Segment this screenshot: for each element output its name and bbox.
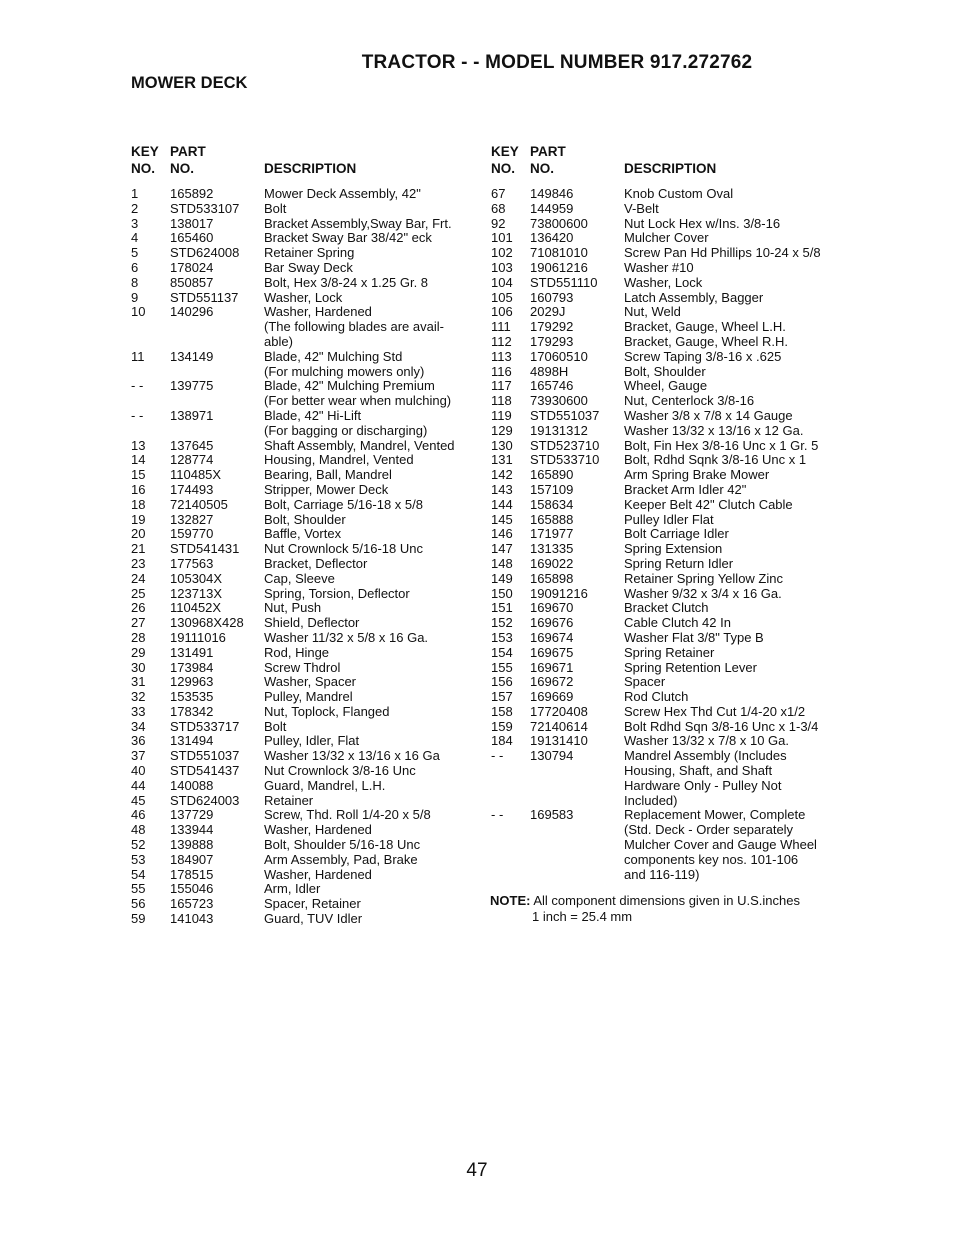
part-description: Spring Retainer xyxy=(624,644,715,660)
key-number: 154 xyxy=(491,644,513,660)
key-number: 14 xyxy=(131,452,146,468)
part-number: 128774 xyxy=(170,452,214,468)
part-number: 149846 xyxy=(530,186,574,201)
part-description: Washer 9/32 x 3/4 x 16 Ga. xyxy=(624,585,782,601)
part-description: (The following blades are avail- xyxy=(264,319,444,335)
key-number: 26 xyxy=(131,600,146,616)
part-number: 171977 xyxy=(530,526,574,542)
part-number: 178515 xyxy=(170,866,214,882)
key-number: 142 xyxy=(491,467,513,483)
key-number: 32 xyxy=(131,689,146,705)
part-description: Bolt, Carriage 5/16-18 x 5/8 xyxy=(264,496,423,512)
part-description: Retainer Spring xyxy=(264,245,355,261)
key-number: 56 xyxy=(131,896,146,912)
part-number: 131494 xyxy=(170,733,214,749)
part-description: Guard, TUV Idler xyxy=(264,911,363,927)
left-header-key: KEY NO. xyxy=(131,144,159,176)
part-description: Blade, 42" Mulching Std xyxy=(264,348,403,364)
key-number: 155 xyxy=(491,659,513,675)
key-number: 13 xyxy=(131,437,146,453)
key-number: 31 xyxy=(131,674,146,690)
part-description: Bolt, Hex 3/8-24 x 1.25 Gr. 8 xyxy=(264,274,429,290)
key-number: 10 xyxy=(131,304,146,320)
part-number: 179292 xyxy=(530,319,574,335)
part-description: Arm Spring Brake Mower xyxy=(624,467,770,483)
part-number: 19131410 xyxy=(530,733,588,749)
part-number: 165460 xyxy=(170,230,214,246)
key-number: 46 xyxy=(131,807,146,823)
part-number: 169670 xyxy=(530,600,574,616)
part-description: Mulcher Cover xyxy=(624,230,709,246)
part-description: Bolt, Shoulder 5/16-18 Unc xyxy=(264,837,421,853)
part-number: 123713X xyxy=(170,585,223,601)
page-title: TRACTOR - - MODEL NUMBER 917.272762 xyxy=(361,52,753,73)
part-number: 139888 xyxy=(170,837,214,853)
part-number: 133944 xyxy=(170,822,214,838)
right-header-description: DESCRIPTION xyxy=(624,161,717,176)
part-description: Bolt xyxy=(264,718,287,734)
key-number: 37 xyxy=(131,748,146,764)
part-number: 159770 xyxy=(170,526,214,542)
page-number: 47 xyxy=(466,1160,488,1181)
part-description: Bolt, Fin Hex 3/8-16 Unc x 1 Gr. 5 xyxy=(624,437,819,453)
part-number: 71081010 xyxy=(530,245,588,261)
part-number: STD533107 xyxy=(170,200,240,216)
part-number: 169583 xyxy=(530,807,574,823)
part-description: Bolt, Rdhd Sqnk 3/8-16 Unc x 1 xyxy=(624,452,807,468)
part-description: Bolt xyxy=(264,200,287,216)
key-number: 159 xyxy=(491,718,513,734)
key-number: 27 xyxy=(131,615,146,631)
part-number: 130794 xyxy=(530,748,574,764)
part-description: Spring, Torsion, Deflector xyxy=(264,585,410,601)
part-number: 17060510 xyxy=(530,348,588,364)
part-description: Washer, Lock xyxy=(264,289,343,305)
key-number: 54 xyxy=(131,866,146,882)
part-number: 165890 xyxy=(530,467,574,483)
part-description: Retainer xyxy=(264,792,314,808)
part-number: 19091216 xyxy=(530,585,588,601)
part-description: Included) xyxy=(624,792,678,808)
left-header-description: DESCRIPTION xyxy=(264,161,357,176)
part-description: Bracket, Gauge, Wheel R.H. xyxy=(624,333,789,349)
key-number: 130 xyxy=(491,437,513,453)
part-number: STD533710 xyxy=(530,452,600,468)
part-description: Bolt Carriage Idler xyxy=(624,526,729,542)
part-number: 169022 xyxy=(530,555,574,571)
part-description: Spring Return Idler xyxy=(624,555,734,571)
key-number: 104 xyxy=(491,274,513,290)
key-number: 151 xyxy=(491,600,513,616)
part-description: Keeper Belt 42" Clutch Cable xyxy=(624,496,793,512)
dimensions-note xyxy=(490,893,800,924)
key-number: 18 xyxy=(131,496,146,512)
part-number: 19131312 xyxy=(530,422,588,438)
part-description: Rod, Hinge xyxy=(264,644,330,660)
key-number: 19 xyxy=(131,511,146,527)
part-number: STD541437 xyxy=(170,763,240,779)
key-number: 20 xyxy=(131,526,146,542)
part-number: 131491 xyxy=(170,644,214,660)
part-number: 139775 xyxy=(170,378,214,394)
section-title: MOWER DECK xyxy=(131,74,248,92)
part-description: Baffle, Vortex xyxy=(264,526,342,542)
part-description: Screw Thdrol xyxy=(264,659,341,675)
part-description: Replacement Mower, Complete xyxy=(624,807,806,823)
note-text: All component dimensions given in U.S.inches xyxy=(530,893,800,908)
key-number: 102 xyxy=(491,245,513,261)
part-number: 174493 xyxy=(170,481,214,497)
key-number: 147 xyxy=(491,541,513,557)
part-description: Nut, Weld xyxy=(624,304,681,320)
part-number: 169674 xyxy=(530,629,574,645)
part-number: 140088 xyxy=(170,777,214,793)
part-number: 129963 xyxy=(170,674,214,690)
key-number: 116 xyxy=(491,363,512,379)
key-number: 67 xyxy=(491,186,506,201)
note-conversion: 1 inch = 25.4 mm xyxy=(532,908,633,924)
part-description: Retainer Spring Yellow Zinc xyxy=(624,570,783,586)
part-description: Screw Pan Hd Phillips 10-24 x 5/8 xyxy=(624,245,821,261)
part-description: Nut, Toplock, Flanged xyxy=(264,703,390,719)
part-number: 19061216 xyxy=(530,259,588,275)
part-description: Mandrel Assembly (Includes xyxy=(624,748,787,764)
key-number: 152 xyxy=(491,615,513,631)
part-number: STD551037 xyxy=(530,407,600,423)
key-number: 28 xyxy=(131,629,146,645)
part-number: STD541431 xyxy=(170,541,240,557)
part-description: Nut Lock Hex w/Ins. 3/8-16 xyxy=(624,215,781,231)
left-header-part: PART NO. xyxy=(170,144,206,176)
key-number: 34 xyxy=(131,718,146,734)
key-number: 5 xyxy=(131,245,139,261)
part-description: able) xyxy=(264,333,293,349)
part-number: 72140614 xyxy=(530,718,588,734)
part-number: 178024 xyxy=(170,259,214,275)
part-number: 160793 xyxy=(530,289,574,305)
part-number: 169676 xyxy=(530,615,574,631)
part-description: Wheel, Gauge xyxy=(624,378,708,394)
key-number: 113 xyxy=(491,348,512,364)
part-description: Mower Deck Assembly, 42" xyxy=(264,186,421,201)
key-number: 118 xyxy=(491,393,512,409)
part-number: STD533717 xyxy=(170,718,240,734)
part-description: Knob Custom Oval xyxy=(624,186,734,201)
key-number: 117 xyxy=(491,378,512,394)
key-number: 29 xyxy=(131,644,146,660)
part-description: (Std. Deck - Order separately xyxy=(624,822,794,838)
part-description: Screw, Thd. Roll 1/4-20 x 5/8 xyxy=(264,807,431,823)
part-number: 165746 xyxy=(530,378,574,394)
key-number: 45 xyxy=(131,792,146,808)
key-number: 53 xyxy=(131,851,146,867)
part-number: 137729 xyxy=(170,807,214,823)
part-description: Washer, Spacer xyxy=(264,674,357,690)
part-description: Hardware Only - Pulley Not xyxy=(624,777,782,793)
part-number: 110452X xyxy=(170,600,222,616)
key-number: 15 xyxy=(131,467,146,483)
key-number: 3 xyxy=(131,215,139,231)
part-description: Bolt, Shoulder xyxy=(624,363,706,379)
part-description: and 116-119) xyxy=(624,866,700,882)
key-number: 4 xyxy=(131,230,139,246)
key-number: 23 xyxy=(131,555,146,571)
part-number: 140296 xyxy=(170,304,214,320)
part-number: 136420 xyxy=(530,230,574,246)
part-number: 73930600 xyxy=(530,393,588,409)
part-number: 850857 xyxy=(170,274,214,290)
part-number: 2029J xyxy=(530,304,566,320)
part-description: Bracket Clutch xyxy=(624,600,709,616)
part-description: Pulley, Idler, Flat xyxy=(264,733,360,749)
part-description: Washer 13/32 x 7/8 x 10 Ga. xyxy=(624,733,789,749)
part-description: Bracket Sway Bar 38/42" eck xyxy=(264,230,432,246)
key-number: 157 xyxy=(491,689,513,705)
part-description: (For bagging or discharging) xyxy=(264,422,428,438)
key-number: 16 xyxy=(131,481,146,497)
key-number: 146 xyxy=(491,526,513,542)
key-number: 184 xyxy=(491,733,513,749)
part-description: Blade, 42" Mulching Premium xyxy=(264,378,435,394)
key-number: 105 xyxy=(491,289,513,305)
part-number: 132827 xyxy=(170,511,214,527)
part-number: STD551137 xyxy=(170,289,239,305)
part-description: Bracket Arm Idler 42" xyxy=(624,481,747,497)
part-description: Pulley Idler Flat xyxy=(624,511,714,527)
part-number: 130968X428 xyxy=(170,615,244,631)
part-description: Nut Crownlock 5/16-18 Unc xyxy=(264,541,423,557)
part-description: Nut, Push xyxy=(264,600,322,616)
key-number: 25 xyxy=(131,585,146,601)
part-description: Arm, Idler xyxy=(264,881,321,897)
part-description: Spacer, Retainer xyxy=(264,896,361,912)
part-description: Shield, Deflector xyxy=(264,615,360,631)
part-description: V-Belt xyxy=(624,200,659,216)
part-number: 153535 xyxy=(170,689,214,705)
part-description: Cable Clutch 42 In xyxy=(624,615,731,631)
key-number: - - xyxy=(131,378,144,394)
part-description: Stripper, Mower Deck xyxy=(264,481,389,497)
part-description: Bracket, Gauge, Wheel L.H. xyxy=(624,319,786,335)
part-number: 184907 xyxy=(170,851,214,867)
part-description: Screw Hex Thd Cut 1/4-20 x1/2 xyxy=(624,703,806,719)
part-description: Guard, Mandrel, L.H. xyxy=(264,777,386,793)
part-description: Bearing, Ball, Mandrel xyxy=(264,467,392,483)
key-number: - - xyxy=(131,407,144,423)
key-number: 24 xyxy=(131,570,146,586)
part-description: Spring Retention Lever xyxy=(624,659,757,675)
part-description: Spring Extension xyxy=(624,541,723,557)
part-description: Washer #10 xyxy=(624,259,694,275)
part-description: Washer, Hardened xyxy=(264,822,372,838)
key-number: 153 xyxy=(491,629,513,645)
part-description: Screw Taping 3/8-16 x .625 xyxy=(624,348,782,364)
key-number: 2 xyxy=(131,200,139,216)
key-number: 59 xyxy=(131,911,146,927)
part-description: Rod Clutch xyxy=(624,689,689,705)
part-number: STD551110 xyxy=(530,274,598,290)
part-number: 137645 xyxy=(170,437,214,453)
part-description: Bolt, Shoulder xyxy=(264,511,346,527)
key-number: 106 xyxy=(491,304,513,320)
right-header-part: PART NO. xyxy=(530,144,566,176)
part-description: (For better wear when mulching) xyxy=(264,393,452,409)
part-description: Nut Crownlock 3/8-16 Unc xyxy=(264,763,416,779)
part-description: Washer, Hardened xyxy=(264,866,372,882)
key-number: 44 xyxy=(131,777,146,793)
key-number: 131 xyxy=(491,452,513,468)
part-description: Pulley, Mandrel xyxy=(264,689,353,705)
key-number: 21 xyxy=(131,541,146,557)
part-number: 141043 xyxy=(170,911,214,927)
key-number: 145 xyxy=(491,511,513,527)
right-header-key: KEY NO. xyxy=(491,144,519,176)
key-number: - - xyxy=(491,748,504,764)
key-number: - - xyxy=(491,807,504,823)
part-number: STD624003 xyxy=(170,792,240,808)
part-number: 110485X xyxy=(170,467,222,483)
part-description: Blade, 42" Hi-Lift xyxy=(264,407,362,423)
part-description: Washer 13/32 x 13/16 x 16 Ga xyxy=(264,748,440,764)
part-number: 19111016 xyxy=(170,629,226,645)
key-number: 36 xyxy=(131,733,146,749)
part-description: (For mulching mowers only) xyxy=(264,363,425,379)
key-number: 129 xyxy=(491,422,513,438)
part-description: components key nos. 101-106 xyxy=(624,851,799,867)
key-number: 11 xyxy=(131,348,145,364)
part-description: Bracket, Deflector xyxy=(264,555,368,571)
part-number: STD523710 xyxy=(530,437,600,453)
key-number: 40 xyxy=(131,763,146,779)
part-number: 165898 xyxy=(530,570,574,586)
key-number: 52 xyxy=(131,837,146,853)
part-description: Cap, Sleeve xyxy=(264,570,335,586)
part-number: 169672 xyxy=(530,674,574,690)
key-number: 1 xyxy=(131,186,139,201)
part-description: Washer, Hardened xyxy=(264,304,372,320)
part-description: Bracket Assembly,Sway Bar, Frt. xyxy=(264,215,452,231)
part-description: Shaft Assembly, Mandrel, Vented xyxy=(264,437,455,453)
key-number: 112 xyxy=(491,333,512,349)
part-description: Bolt Rdhd Sqn 3/8-16 Unc x 1-3/4 xyxy=(624,718,819,734)
key-number: 9 xyxy=(131,289,139,305)
part-number: 178342 xyxy=(170,703,214,719)
key-number: 55 xyxy=(131,881,146,897)
part-number: STD624008 xyxy=(170,245,240,261)
key-number: 101 xyxy=(491,230,513,246)
part-number: 179293 xyxy=(530,333,574,349)
part-number: 105304X xyxy=(170,570,223,586)
part-description: Latch Assembly, Bagger xyxy=(624,289,764,305)
part-description: Arm Assembly, Pad, Brake xyxy=(264,851,418,867)
key-number: 30 xyxy=(131,659,146,675)
part-number: 131335 xyxy=(530,541,574,557)
part-number: 73800600 xyxy=(530,215,588,231)
key-number: 148 xyxy=(491,555,513,571)
part-number: 169671 xyxy=(530,659,574,675)
part-number: 165892 xyxy=(170,186,214,201)
part-number: 157109 xyxy=(530,481,574,497)
part-description: Washer 3/8 x 7/8 x 14 Gauge xyxy=(624,407,793,423)
part-number: 177563 xyxy=(170,555,214,571)
part-number: 169675 xyxy=(530,644,574,660)
key-number: 156 xyxy=(491,674,513,690)
part-number: 144959 xyxy=(530,200,574,216)
key-number: 111 xyxy=(491,319,511,335)
part-number: STD551037 xyxy=(170,748,240,764)
key-number: 149 xyxy=(491,570,513,586)
part-description: Nut, Centerlock 3/8-16 xyxy=(624,393,755,409)
part-number: 158634 xyxy=(530,496,574,512)
part-description: Washer 13/32 x 13/16 x 12 Ga. xyxy=(624,422,804,438)
part-description: Washer, Lock xyxy=(624,274,703,290)
part-number: 134149 xyxy=(170,348,214,364)
key-number: 92 xyxy=(491,215,506,231)
part-number: 169669 xyxy=(530,689,574,705)
part-number: 4898H xyxy=(530,363,569,379)
part-description: Bar Sway Deck xyxy=(264,259,353,275)
key-number: 144 xyxy=(491,496,513,512)
part-number: 138971 xyxy=(170,407,214,423)
key-number: 158 xyxy=(491,703,513,719)
part-description: Washer 11/32 x 5/8 x 16 Ga. xyxy=(264,629,429,645)
part-number: 72140505 xyxy=(170,496,228,512)
part-number: 17720408 xyxy=(530,703,588,719)
part-number: 173984 xyxy=(170,659,214,675)
part-description: Spacer xyxy=(624,674,666,690)
note-label: NOTE: xyxy=(490,893,531,908)
key-number: 68 xyxy=(491,200,506,216)
key-number: 33 xyxy=(131,703,146,719)
key-number: 143 xyxy=(491,481,513,497)
key-number: 103 xyxy=(491,259,513,275)
part-description: Housing, Mandrel, Vented xyxy=(264,452,414,468)
part-description: Mulcher Cover and Gauge Wheel xyxy=(624,837,817,853)
part-number: 138017 xyxy=(170,215,214,231)
part-number: 155046 xyxy=(170,881,214,897)
key-number: 119 xyxy=(491,407,512,423)
part-number: 165888 xyxy=(530,511,574,527)
part-description: Housing, Shaft, and Shaft xyxy=(624,763,773,779)
key-number: 8 xyxy=(131,274,139,290)
part-number: 165723 xyxy=(170,896,214,912)
key-number: 6 xyxy=(131,259,139,275)
part-description: Washer Flat 3/8" Type B xyxy=(624,629,764,645)
key-number: 150 xyxy=(491,585,513,601)
key-number: 48 xyxy=(131,822,146,838)
